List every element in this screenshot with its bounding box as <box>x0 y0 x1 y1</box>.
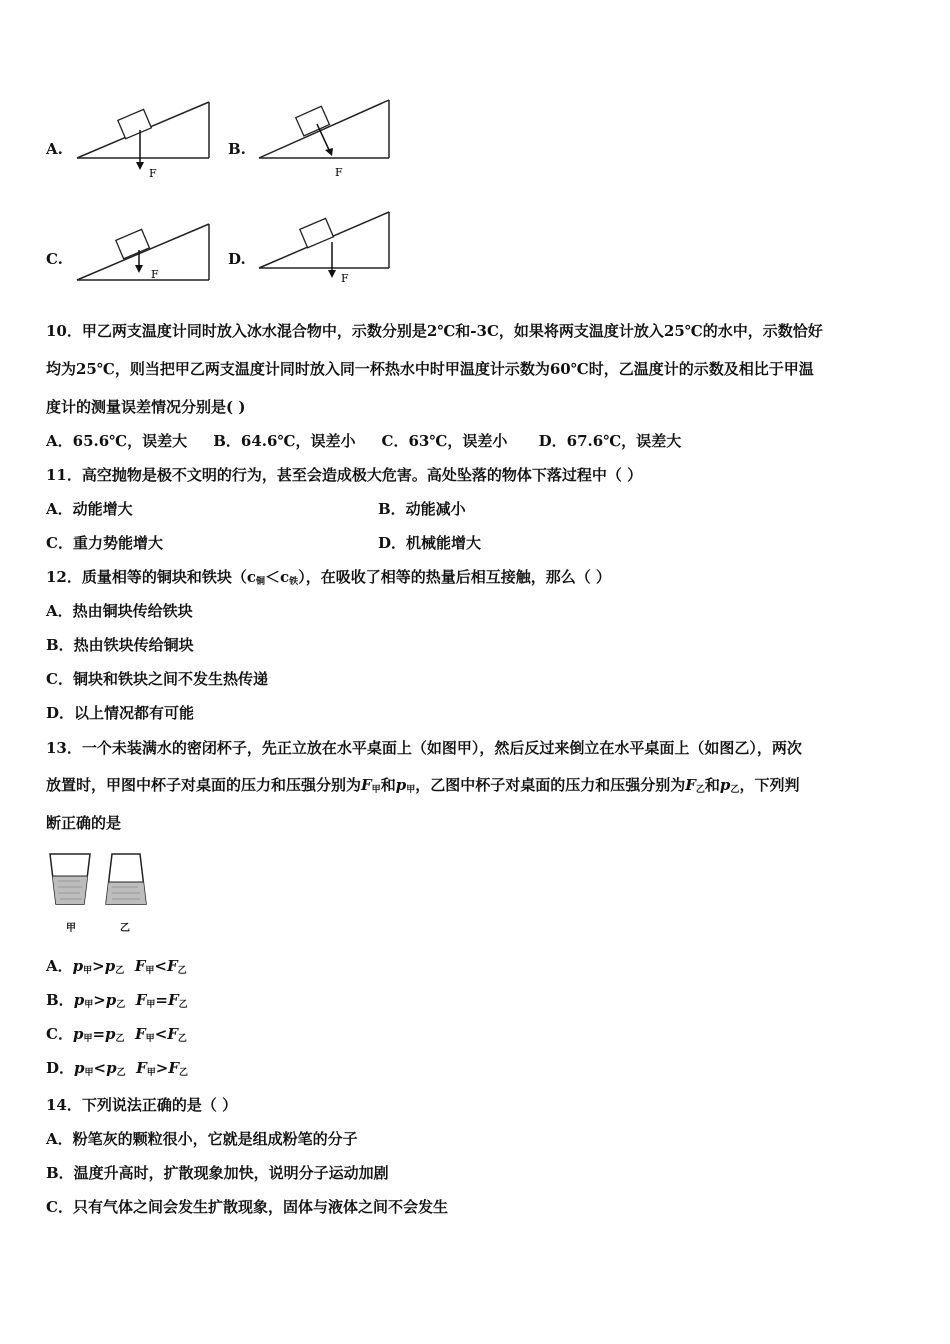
incline-figure-a <box>73 98 213 180</box>
q12-option-c: C．铜块和铁块之间不发生热传递 <box>46 670 268 688</box>
q14-stem: 14．下列说法正确的是（ ） <box>46 1096 238 1114</box>
incline-figure-b <box>255 96 395 180</box>
force-label-b: F <box>335 166 343 179</box>
q11-stem: 11．高空抛物是极不文明的行为，甚至会造成极大危害。高处坠落的物体下落过程中（ ） <box>46 466 643 484</box>
q11-option-b: B．动能减小 <box>378 500 466 518</box>
q13-line3: 断正确的是 <box>46 814 122 832</box>
q12-option-d: D．以上情况都有可能 <box>46 704 195 722</box>
incline-figure-d <box>255 206 395 286</box>
q11-option-c: C．重力势能增大 <box>46 534 163 552</box>
q11-option-a: A．动能增大 <box>46 500 133 518</box>
option-d-label: D. <box>228 250 246 268</box>
q10-line3: 度计的测量误差情况分别是( ) <box>46 398 246 416</box>
force-label-d: F <box>341 272 349 285</box>
q13-line2: 放置时，甲图中杯子对桌面的压力和压强分别为$F_甲$和$p_甲$，乙图中杯子对桌面的压力和压强分别为$F_乙$和$p_乙$，下列判 <box>46 776 800 795</box>
force-label-a: F <box>149 167 157 180</box>
q10-options: A．65.6℃，误差大 B．64.6℃，误差小 C．63℃，误差小 D．67.6℃，误差大 <box>46 432 682 450</box>
option-b-label: B. <box>228 140 246 158</box>
q13-option-c: C．$p_甲=p_乙$ $F_甲<F_乙$ <box>46 1025 187 1044</box>
q12-stem: 12．质量相等的铜块和铁块$(c_铜<c_铁)$，在吸收了相等的热量后相互接触，那么（ ） <box>46 568 611 587</box>
q11-option-d: D．机械能增大 <box>378 534 482 552</box>
q13-option-b: B．$p_甲>p_乙$ $F_甲=F_乙$ <box>46 991 188 1010</box>
q13-line1: 13．一个未装满水的密闭杯子，先正立放在水平桌面上（如图甲），然后反过来倒立在水平桌面上（如图乙），两次 <box>46 739 802 757</box>
q14-option-c: C．只有气体之间会发生扩散现象，固体与液体之间不会发生 <box>46 1198 448 1216</box>
cup-figure <box>46 850 166 910</box>
q12-option-a: A．热由铜块传给铁块 <box>46 602 193 620</box>
q12-option-b: B．热由铁块传给铜块 <box>46 636 194 654</box>
cup-caption-yi: 乙 <box>120 923 130 934</box>
q13-option-a: A．$p_甲>p_乙$ $F_甲<F_乙$ <box>46 957 187 976</box>
q10-line2: 均为25℃，则当把甲乙两支温度计同时放入同一杯热水中时甲温度计示数为60℃时，乙温度计的示数及相比于甲温 <box>46 360 814 378</box>
q13-option-d: D．$p_甲<p_乙$ $F_甲>F_乙$ <box>46 1059 188 1078</box>
q14-option-a: A．粉笔灰的颗粒很小，它就是组成粉笔的分子 <box>46 1130 358 1148</box>
force-label-c: F <box>151 268 159 281</box>
q14-option-b: B．温度升高时，扩散现象加快，说明分子运动加剧 <box>46 1164 389 1182</box>
option-c-label: C. <box>46 250 63 268</box>
q10-line1: 10．甲乙两支温度计同时放入冰水混合物中，示数分别是2℃和-3C，如果将两支温度计放入25℃的水中，示数恰好 <box>46 322 823 340</box>
incline-figure-c <box>73 212 213 286</box>
cup-caption-jia: 甲 <box>66 923 76 934</box>
option-a-label: A. <box>46 140 63 158</box>
